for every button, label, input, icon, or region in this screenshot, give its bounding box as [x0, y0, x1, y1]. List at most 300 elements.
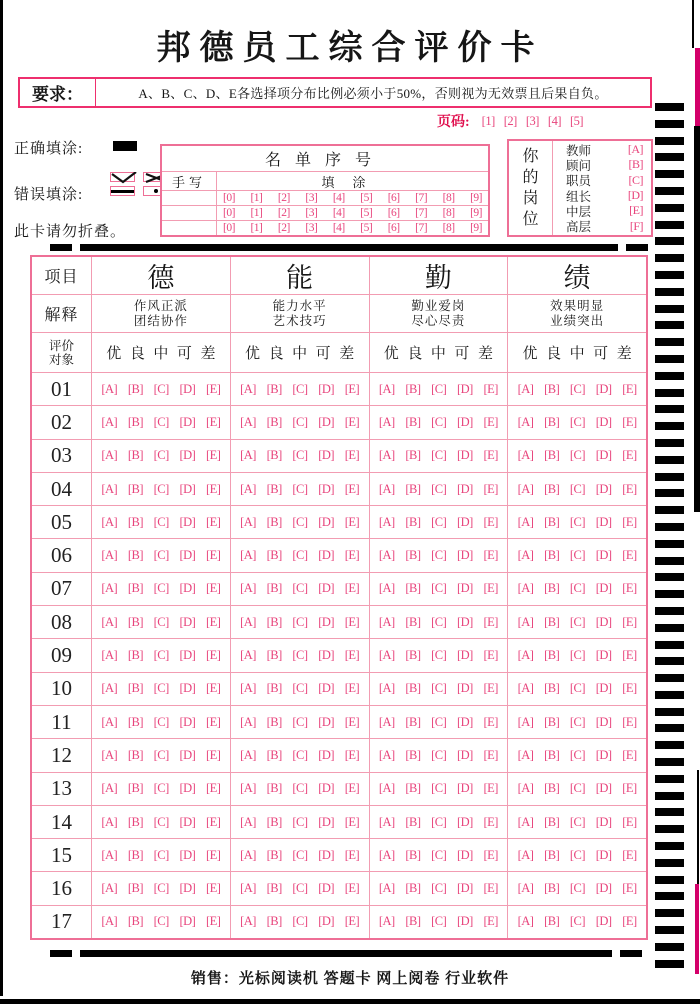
bubble-05-1-C[interactable]: [C] — [153, 514, 169, 529]
bubble-08-1-C[interactable]: [C] — [153, 614, 169, 629]
bubble-12-4-C[interactable]: [C] — [569, 747, 586, 762]
bubble-15-4-A[interactable]: [A] — [517, 847, 534, 862]
bubble-09-3-C[interactable]: [C] — [431, 648, 447, 663]
bubble-16-2-D[interactable]: [D] — [318, 881, 335, 896]
bubble-11-2-E[interactable]: [E] — [344, 714, 360, 729]
bubble-17-3-D[interactable]: [D] — [456, 914, 473, 929]
bubble-13-4-C[interactable]: [C] — [569, 781, 586, 796]
bubble-05-4-A[interactable]: [A] — [517, 514, 534, 529]
bubble-01-3-D[interactable]: [D] — [456, 381, 473, 396]
bubble-05-4-E[interactable]: [E] — [622, 514, 637, 529]
bubble-16-3-B[interactable]: [B] — [405, 881, 421, 896]
bubble-05-3-A[interactable]: [A] — [378, 514, 395, 529]
page-bubble-4[interactable]: [4] — [547, 113, 561, 128]
bubble-15-2-A[interactable]: [A] — [240, 847, 256, 862]
digit-bubble-2[interactable]: [2] — [277, 192, 290, 204]
bubble-14-4-B[interactable]: [B] — [544, 814, 560, 829]
bubble-10-2-A[interactable]: [A] — [240, 681, 256, 696]
bubble-16-4-A[interactable]: [A] — [517, 881, 534, 896]
bubble-07-4-E[interactable]: [E] — [622, 581, 637, 596]
bubble-01-3-C[interactable]: [C] — [431, 381, 447, 396]
bubble-07-1-A[interactable]: [A] — [101, 581, 118, 596]
bubble-12-4-B[interactable]: [B] — [544, 747, 560, 762]
bubble-12-4-D[interactable]: [D] — [595, 747, 612, 762]
bubble-12-1-E[interactable]: [E] — [205, 747, 221, 762]
bubble-09-2-A[interactable]: [A] — [240, 648, 256, 663]
bubble-13-4-E[interactable]: [E] — [622, 781, 637, 796]
bubble-04-1-C[interactable]: [C] — [153, 481, 169, 496]
bubble-01-4-B[interactable]: [B] — [544, 381, 560, 396]
bubble-06-2-B[interactable]: [B] — [266, 548, 282, 563]
bubble-17-4-D[interactable]: [D] — [595, 914, 612, 929]
bubble-16-2-B[interactable]: [B] — [266, 881, 282, 896]
bubble-14-3-D[interactable]: [D] — [456, 814, 473, 829]
bubble-01-2-B[interactable]: [B] — [266, 381, 282, 396]
bubble-02-3-E[interactable]: [E] — [483, 414, 498, 429]
digit-bubble-9[interactable]: [9] — [470, 192, 482, 204]
bubble-02-2-B[interactable]: [B] — [266, 414, 282, 429]
bubble-12-3-D[interactable]: [D] — [456, 747, 473, 762]
bubble-10-4-D[interactable]: [D] — [595, 681, 612, 696]
bubble-05-1-D[interactable]: [D] — [179, 514, 196, 529]
bubble-04-3-D[interactable]: [D] — [456, 481, 473, 496]
bubble-07-3-B[interactable]: [B] — [405, 581, 421, 596]
bubble-07-1-E[interactable]: [E] — [205, 581, 221, 596]
bubble-11-1-C[interactable]: [C] — [153, 714, 169, 729]
bubble-04-2-B[interactable]: [B] — [266, 481, 282, 496]
bubble-14-2-C[interactable]: [C] — [292, 814, 308, 829]
bubble-16-1-B[interactable]: [B] — [127, 881, 143, 896]
bubble-16-3-D[interactable]: [D] — [456, 881, 473, 896]
bubble-09-4-D[interactable]: [D] — [595, 648, 612, 663]
bubble-10-3-B[interactable]: [B] — [405, 681, 421, 696]
bubble-01-4-D[interactable]: [D] — [595, 381, 612, 396]
bubble-12-3-A[interactable]: [A] — [378, 747, 395, 762]
bubble-12-3-E[interactable]: [E] — [483, 747, 498, 762]
bubble-12-3-B[interactable]: [B] — [405, 747, 421, 762]
bubble-09-1-E[interactable]: [E] — [205, 648, 221, 663]
bubble-02-1-E[interactable]: [E] — [205, 414, 221, 429]
bubble-05-1-A[interactable]: [A] — [101, 514, 118, 529]
bubble-10-4-C[interactable]: [C] — [569, 681, 586, 696]
bubble-14-1-A[interactable]: [A] — [101, 814, 118, 829]
bubble-09-1-B[interactable]: [B] — [127, 648, 143, 663]
bubble-03-1-A[interactable]: [A] — [101, 448, 118, 463]
bubble-09-1-A[interactable]: [A] — [101, 648, 118, 663]
roster-handwrite-cell[interactable] — [162, 191, 217, 205]
bubble-03-1-E[interactable]: [E] — [205, 448, 221, 463]
bubble-17-3-C[interactable]: [C] — [431, 914, 447, 929]
bubble-17-1-B[interactable]: [B] — [127, 914, 143, 929]
bubble-16-1-A[interactable]: [A] — [101, 881, 118, 896]
bubble-02-2-A[interactable]: [A] — [240, 414, 256, 429]
digit-bubble-5[interactable]: [5] — [360, 222, 373, 234]
bubble-09-3-D[interactable]: [D] — [456, 648, 473, 663]
bubble-10-3-D[interactable]: [D] — [456, 681, 473, 696]
bubble-16-1-C[interactable]: [C] — [153, 881, 169, 896]
bubble-08-2-C[interactable]: [C] — [292, 614, 308, 629]
bubble-17-4-C[interactable]: [C] — [569, 914, 586, 929]
bubble-15-2-B[interactable]: [B] — [266, 847, 282, 862]
bubble-09-3-E[interactable]: [E] — [483, 648, 498, 663]
bubble-15-1-E[interactable]: [E] — [205, 847, 221, 862]
bubble-06-4-D[interactable]: [D] — [595, 548, 612, 563]
digit-bubble-7[interactable]: [7] — [415, 207, 428, 219]
role-bubble-B[interactable]: [B] — [628, 157, 643, 172]
bubble-02-1-B[interactable]: [B] — [127, 414, 143, 429]
bubble-12-1-B[interactable]: [B] — [127, 747, 143, 762]
bubble-08-2-A[interactable]: [A] — [240, 614, 256, 629]
bubble-08-1-E[interactable]: [E] — [205, 614, 221, 629]
bubble-16-2-C[interactable]: [C] — [292, 881, 308, 896]
bubble-04-2-E[interactable]: [E] — [344, 481, 360, 496]
bubble-03-4-C[interactable]: [C] — [569, 448, 586, 463]
bubble-03-4-E[interactable]: [E] — [622, 448, 637, 463]
bubble-04-4-E[interactable]: [E] — [622, 481, 637, 496]
bubble-05-3-D[interactable]: [D] — [456, 514, 473, 529]
bubble-06-4-C[interactable]: [C] — [569, 548, 586, 563]
bubble-09-4-A[interactable]: [A] — [517, 648, 534, 663]
bubble-12-1-D[interactable]: [D] — [179, 747, 196, 762]
bubble-14-1-E[interactable]: [E] — [205, 814, 221, 829]
bubble-15-1-A[interactable]: [A] — [101, 847, 118, 862]
bubble-14-3-A[interactable]: [A] — [378, 814, 395, 829]
bubble-13-3-A[interactable]: [A] — [378, 781, 395, 796]
digit-bubble-2[interactable]: [2] — [277, 207, 290, 219]
bubble-03-3-B[interactable]: [B] — [405, 448, 421, 463]
digit-bubble-4[interactable]: [4] — [332, 222, 345, 234]
bubble-06-1-A[interactable]: [A] — [101, 548, 118, 563]
bubble-01-2-A[interactable]: [A] — [240, 381, 256, 396]
bubble-05-2-E[interactable]: [E] — [344, 514, 360, 529]
bubble-14-2-D[interactable]: [D] — [318, 814, 335, 829]
bubble-03-3-D[interactable]: [D] — [456, 448, 473, 463]
bubble-11-3-C[interactable]: [C] — [431, 714, 447, 729]
bubble-10-1-D[interactable]: [D] — [179, 681, 196, 696]
bubble-10-3-A[interactable]: [A] — [378, 681, 395, 696]
bubble-02-3-A[interactable]: [A] — [378, 414, 395, 429]
digit-bubble-0[interactable]: [0] — [223, 222, 235, 234]
role-bubble-E[interactable]: [E] — [629, 203, 643, 218]
digit-bubble-3[interactable]: [3] — [305, 222, 318, 234]
bubble-13-3-B[interactable]: [B] — [405, 781, 421, 796]
bubble-09-2-E[interactable]: [E] — [344, 648, 360, 663]
bubble-14-1-C[interactable]: [C] — [153, 814, 169, 829]
bubble-17-4-A[interactable]: [A] — [517, 914, 534, 929]
bubble-03-2-A[interactable]: [A] — [240, 448, 256, 463]
bubble-08-4-B[interactable]: [B] — [544, 614, 560, 629]
digit-bubble-4[interactable]: [4] — [332, 192, 345, 204]
bubble-11-4-A[interactable]: [A] — [517, 714, 534, 729]
bubble-10-3-E[interactable]: [E] — [483, 681, 498, 696]
bubble-04-4-A[interactable]: [A] — [517, 481, 534, 496]
bubble-17-1-C[interactable]: [C] — [153, 914, 169, 929]
bubble-01-1-C[interactable]: [C] — [153, 381, 169, 396]
bubble-03-2-D[interactable]: [D] — [318, 448, 335, 463]
bubble-09-4-C[interactable]: [C] — [569, 648, 586, 663]
bubble-05-1-E[interactable]: [E] — [205, 514, 221, 529]
bubble-06-1-C[interactable]: [C] — [153, 548, 169, 563]
bubble-16-3-A[interactable]: [A] — [378, 881, 395, 896]
bubble-09-4-E[interactable]: [E] — [622, 648, 637, 663]
bubble-04-2-C[interactable]: [C] — [292, 481, 308, 496]
bubble-03-2-E[interactable]: [E] — [344, 448, 360, 463]
bubble-02-4-C[interactable]: [C] — [569, 414, 586, 429]
bubble-12-2-C[interactable]: [C] — [292, 747, 308, 762]
bubble-11-2-A[interactable]: [A] — [240, 714, 256, 729]
bubble-05-3-E[interactable]: [E] — [483, 514, 498, 529]
bubble-13-4-A[interactable]: [A] — [517, 781, 534, 796]
role-bubble-F[interactable]: [F] — [629, 218, 643, 233]
bubble-06-2-C[interactable]: [C] — [292, 548, 308, 563]
bubble-15-2-D[interactable]: [D] — [318, 847, 335, 862]
bubble-14-2-A[interactable]: [A] — [240, 814, 256, 829]
bubble-14-2-E[interactable]: [E] — [344, 814, 360, 829]
bubble-04-2-D[interactable]: [D] — [318, 481, 335, 496]
bubble-10-2-E[interactable]: [E] — [344, 681, 360, 696]
bubble-06-3-E[interactable]: [E] — [483, 548, 498, 563]
bubble-10-2-D[interactable]: [D] — [318, 681, 335, 696]
digit-bubble-9[interactable]: [9] — [470, 207, 482, 219]
bubble-16-1-E[interactable]: [E] — [205, 881, 221, 896]
digit-bubble-9[interactable]: [9] — [470, 222, 482, 234]
bubble-16-4-D[interactable]: [D] — [595, 881, 612, 896]
bubble-06-1-E[interactable]: [E] — [205, 548, 221, 563]
bubble-12-1-C[interactable]: [C] — [153, 747, 169, 762]
bubble-07-2-E[interactable]: [E] — [344, 581, 360, 596]
bubble-11-1-D[interactable]: [D] — [179, 714, 196, 729]
bubble-11-4-E[interactable]: [E] — [622, 714, 637, 729]
bubble-01-1-B[interactable]: [B] — [127, 381, 143, 396]
bubble-12-4-A[interactable]: [A] — [517, 747, 534, 762]
bubble-04-4-C[interactable]: [C] — [569, 481, 586, 496]
bubble-07-2-D[interactable]: [D] — [318, 581, 335, 596]
bubble-10-4-E[interactable]: [E] — [622, 681, 637, 696]
bubble-10-1-B[interactable]: [B] — [127, 681, 143, 696]
bubble-11-3-E[interactable]: [E] — [483, 714, 498, 729]
bubble-07-1-B[interactable]: [B] — [127, 581, 143, 596]
bubble-17-1-A[interactable]: [A] — [101, 914, 118, 929]
bubble-04-1-D[interactable]: [D] — [179, 481, 196, 496]
bubble-13-1-D[interactable]: [D] — [179, 781, 196, 796]
bubble-03-3-A[interactable]: [A] — [378, 448, 395, 463]
bubble-15-3-E[interactable]: [E] — [483, 847, 498, 862]
bubble-06-3-C[interactable]: [C] — [431, 548, 447, 563]
digit-bubble-1[interactable]: [1] — [250, 222, 263, 234]
bubble-15-1-B[interactable]: [B] — [127, 847, 143, 862]
bubble-08-3-C[interactable]: [C] — [431, 614, 447, 629]
bubble-06-1-D[interactable]: [D] — [179, 548, 196, 563]
bubble-02-1-A[interactable]: [A] — [101, 414, 118, 429]
bubble-02-4-A[interactable]: [A] — [517, 414, 534, 429]
bubble-17-1-E[interactable]: [E] — [205, 914, 221, 929]
bubble-13-2-E[interactable]: [E] — [344, 781, 360, 796]
bubble-08-2-B[interactable]: [B] — [266, 614, 282, 629]
bubble-01-2-D[interactable]: [D] — [318, 381, 335, 396]
bubble-08-2-D[interactable]: [D] — [318, 614, 335, 629]
bubble-12-2-D[interactable]: [D] — [318, 747, 335, 762]
bubble-09-2-B[interactable]: [B] — [266, 648, 282, 663]
bubble-03-1-B[interactable]: [B] — [127, 448, 143, 463]
bubble-01-3-B[interactable]: [B] — [405, 381, 421, 396]
bubble-14-4-A[interactable]: [A] — [517, 814, 534, 829]
bubble-17-3-B[interactable]: [B] — [405, 914, 421, 929]
bubble-06-3-D[interactable]: [D] — [456, 548, 473, 563]
bubble-16-4-C[interactable]: [C] — [569, 881, 586, 896]
bubble-06-2-E[interactable]: [E] — [344, 548, 360, 563]
bubble-06-4-A[interactable]: [A] — [517, 548, 534, 563]
bubble-13-3-E[interactable]: [E] — [483, 781, 498, 796]
bubble-04-3-B[interactable]: [B] — [405, 481, 421, 496]
bubble-11-4-C[interactable]: [C] — [569, 714, 586, 729]
bubble-06-2-A[interactable]: [A] — [240, 548, 256, 563]
bubble-07-1-D[interactable]: [D] — [179, 581, 196, 596]
bubble-09-4-B[interactable]: [B] — [544, 648, 560, 663]
digit-bubble-1[interactable]: [1] — [250, 192, 263, 204]
bubble-15-4-C[interactable]: [C] — [569, 847, 586, 862]
bubble-17-4-B[interactable]: [B] — [544, 914, 560, 929]
bubble-08-4-D[interactable]: [D] — [595, 614, 612, 629]
bubble-01-2-C[interactable]: [C] — [292, 381, 308, 396]
bubble-10-2-B[interactable]: [B] — [266, 681, 282, 696]
bubble-16-2-E[interactable]: [E] — [344, 881, 360, 896]
bubble-12-2-A[interactable]: [A] — [240, 747, 256, 762]
bubble-11-2-C[interactable]: [C] — [292, 714, 308, 729]
bubble-07-4-D[interactable]: [D] — [595, 581, 612, 596]
digit-bubble-0[interactable]: [0] — [223, 192, 235, 204]
bubble-11-4-B[interactable]: [B] — [544, 714, 560, 729]
bubble-07-3-C[interactable]: [C] — [431, 581, 447, 596]
digit-bubble-6[interactable]: [6] — [387, 222, 400, 234]
bubble-05-4-C[interactable]: [C] — [569, 514, 586, 529]
bubble-08-3-B[interactable]: [B] — [405, 614, 421, 629]
bubble-13-1-B[interactable]: [B] — [127, 781, 143, 796]
bubble-10-4-A[interactable]: [A] — [517, 681, 534, 696]
bubble-04-4-D[interactable]: [D] — [595, 481, 612, 496]
bubble-17-2-B[interactable]: [B] — [266, 914, 282, 929]
bubble-10-3-C[interactable]: [C] — [431, 681, 447, 696]
bubble-15-1-D[interactable]: [D] — [179, 847, 196, 862]
bubble-07-2-A[interactable]: [A] — [240, 581, 256, 596]
bubble-12-2-E[interactable]: [E] — [344, 747, 360, 762]
roster-handwrite-cell[interactable] — [162, 206, 217, 220]
bubble-04-3-E[interactable]: [E] — [483, 481, 498, 496]
bubble-11-1-B[interactable]: [B] — [127, 714, 143, 729]
bubble-10-1-A[interactable]: [A] — [101, 681, 118, 696]
bubble-04-3-A[interactable]: [A] — [378, 481, 395, 496]
bubble-13-4-B[interactable]: [B] — [544, 781, 560, 796]
bubble-06-4-E[interactable]: [E] — [622, 548, 637, 563]
bubble-09-2-D[interactable]: [D] — [318, 648, 335, 663]
bubble-16-1-D[interactable]: [D] — [179, 881, 196, 896]
digit-bubble-2[interactable]: [2] — [277, 222, 290, 234]
bubble-17-2-C[interactable]: [C] — [292, 914, 308, 929]
bubble-10-2-C[interactable]: [C] — [292, 681, 308, 696]
bubble-07-2-B[interactable]: [B] — [266, 581, 282, 596]
role-bubble-D[interactable]: [D] — [627, 188, 643, 203]
digit-bubble-6[interactable]: [6] — [387, 192, 400, 204]
bubble-05-4-D[interactable]: [D] — [595, 514, 612, 529]
bubble-04-2-A[interactable]: [A] — [240, 481, 256, 496]
bubble-04-4-B[interactable]: [B] — [544, 481, 560, 496]
bubble-08-3-E[interactable]: [E] — [483, 614, 498, 629]
digit-bubble-6[interactable]: [6] — [387, 207, 400, 219]
bubble-17-2-E[interactable]: [E] — [344, 914, 360, 929]
bubble-14-2-B[interactable]: [B] — [266, 814, 282, 829]
bubble-09-3-A[interactable]: [A] — [378, 648, 395, 663]
bubble-15-2-E[interactable]: [E] — [344, 847, 360, 862]
bubble-03-4-A[interactable]: [A] — [517, 448, 534, 463]
bubble-12-2-B[interactable]: [B] — [266, 747, 282, 762]
bubble-03-4-B[interactable]: [B] — [544, 448, 560, 463]
bubble-05-2-D[interactable]: [D] — [318, 514, 335, 529]
digit-bubble-8[interactable]: [8] — [442, 222, 455, 234]
bubble-03-3-C[interactable]: [C] — [431, 448, 447, 463]
bubble-04-1-B[interactable]: [B] — [127, 481, 143, 496]
bubble-07-4-B[interactable]: [B] — [544, 581, 560, 596]
bubble-02-4-E[interactable]: [E] — [622, 414, 637, 429]
bubble-13-4-D[interactable]: [D] — [595, 781, 612, 796]
bubble-07-3-E[interactable]: [E] — [483, 581, 498, 596]
bubble-01-4-C[interactable]: [C] — [569, 381, 586, 396]
bubble-11-1-A[interactable]: [A] — [101, 714, 118, 729]
digit-bubble-8[interactable]: [8] — [442, 192, 455, 204]
bubble-15-3-A[interactable]: [A] — [378, 847, 395, 862]
digit-bubble-0[interactable]: [0] — [223, 207, 235, 219]
bubble-01-2-E[interactable]: [E] — [344, 381, 360, 396]
page-bubble-1[interactable]: [1] — [481, 113, 495, 128]
bubble-14-3-C[interactable]: [C] — [431, 814, 447, 829]
bubble-11-3-A[interactable]: [A] — [378, 714, 395, 729]
bubble-12-3-C[interactable]: [C] — [431, 747, 447, 762]
bubble-09-1-C[interactable]: [C] — [153, 648, 169, 663]
bubble-01-4-A[interactable]: [A] — [517, 381, 534, 396]
bubble-16-4-E[interactable]: [E] — [622, 881, 637, 896]
bubble-01-3-E[interactable]: [E] — [483, 381, 498, 396]
bubble-03-4-D[interactable]: [D] — [595, 448, 612, 463]
digit-bubble-4[interactable]: [4] — [332, 207, 345, 219]
bubble-06-1-B[interactable]: [B] — [127, 548, 143, 563]
bubble-04-3-C[interactable]: [C] — [431, 481, 447, 496]
bubble-17-3-E[interactable]: [E] — [483, 914, 498, 929]
bubble-11-3-B[interactable]: [B] — [405, 714, 421, 729]
bubble-07-4-C[interactable]: [C] — [569, 581, 586, 596]
bubble-02-1-D[interactable]: [D] — [179, 414, 196, 429]
bubble-15-3-B[interactable]: [B] — [405, 847, 421, 862]
bubble-01-1-A[interactable]: [A] — [101, 381, 118, 396]
bubble-06-3-A[interactable]: [A] — [378, 548, 395, 563]
bubble-08-1-A[interactable]: [A] — [101, 614, 118, 629]
bubble-02-3-B[interactable]: [B] — [405, 414, 421, 429]
bubble-15-3-C[interactable]: [C] — [431, 847, 447, 862]
bubble-02-4-B[interactable]: [B] — [544, 414, 560, 429]
bubble-16-2-A[interactable]: [A] — [240, 881, 256, 896]
bubble-09-3-B[interactable]: [B] — [405, 648, 421, 663]
bubble-08-4-A[interactable]: [A] — [517, 614, 534, 629]
bubble-17-1-D[interactable]: [D] — [179, 914, 196, 929]
bubble-13-1-C[interactable]: [C] — [153, 781, 169, 796]
bubble-06-2-D[interactable]: [D] — [318, 548, 335, 563]
bubble-11-2-D[interactable]: [D] — [318, 714, 335, 729]
bubble-11-2-B[interactable]: [B] — [266, 714, 282, 729]
bubble-09-1-D[interactable]: [D] — [179, 648, 196, 663]
bubble-17-3-A[interactable]: [A] — [378, 914, 395, 929]
bubble-05-2-C[interactable]: [C] — [292, 514, 308, 529]
bubble-10-4-B[interactable]: [B] — [544, 681, 560, 696]
bubble-15-3-D[interactable]: [D] — [456, 847, 473, 862]
bubble-13-2-C[interactable]: [C] — [292, 781, 308, 796]
bubble-13-3-D[interactable]: [D] — [456, 781, 473, 796]
